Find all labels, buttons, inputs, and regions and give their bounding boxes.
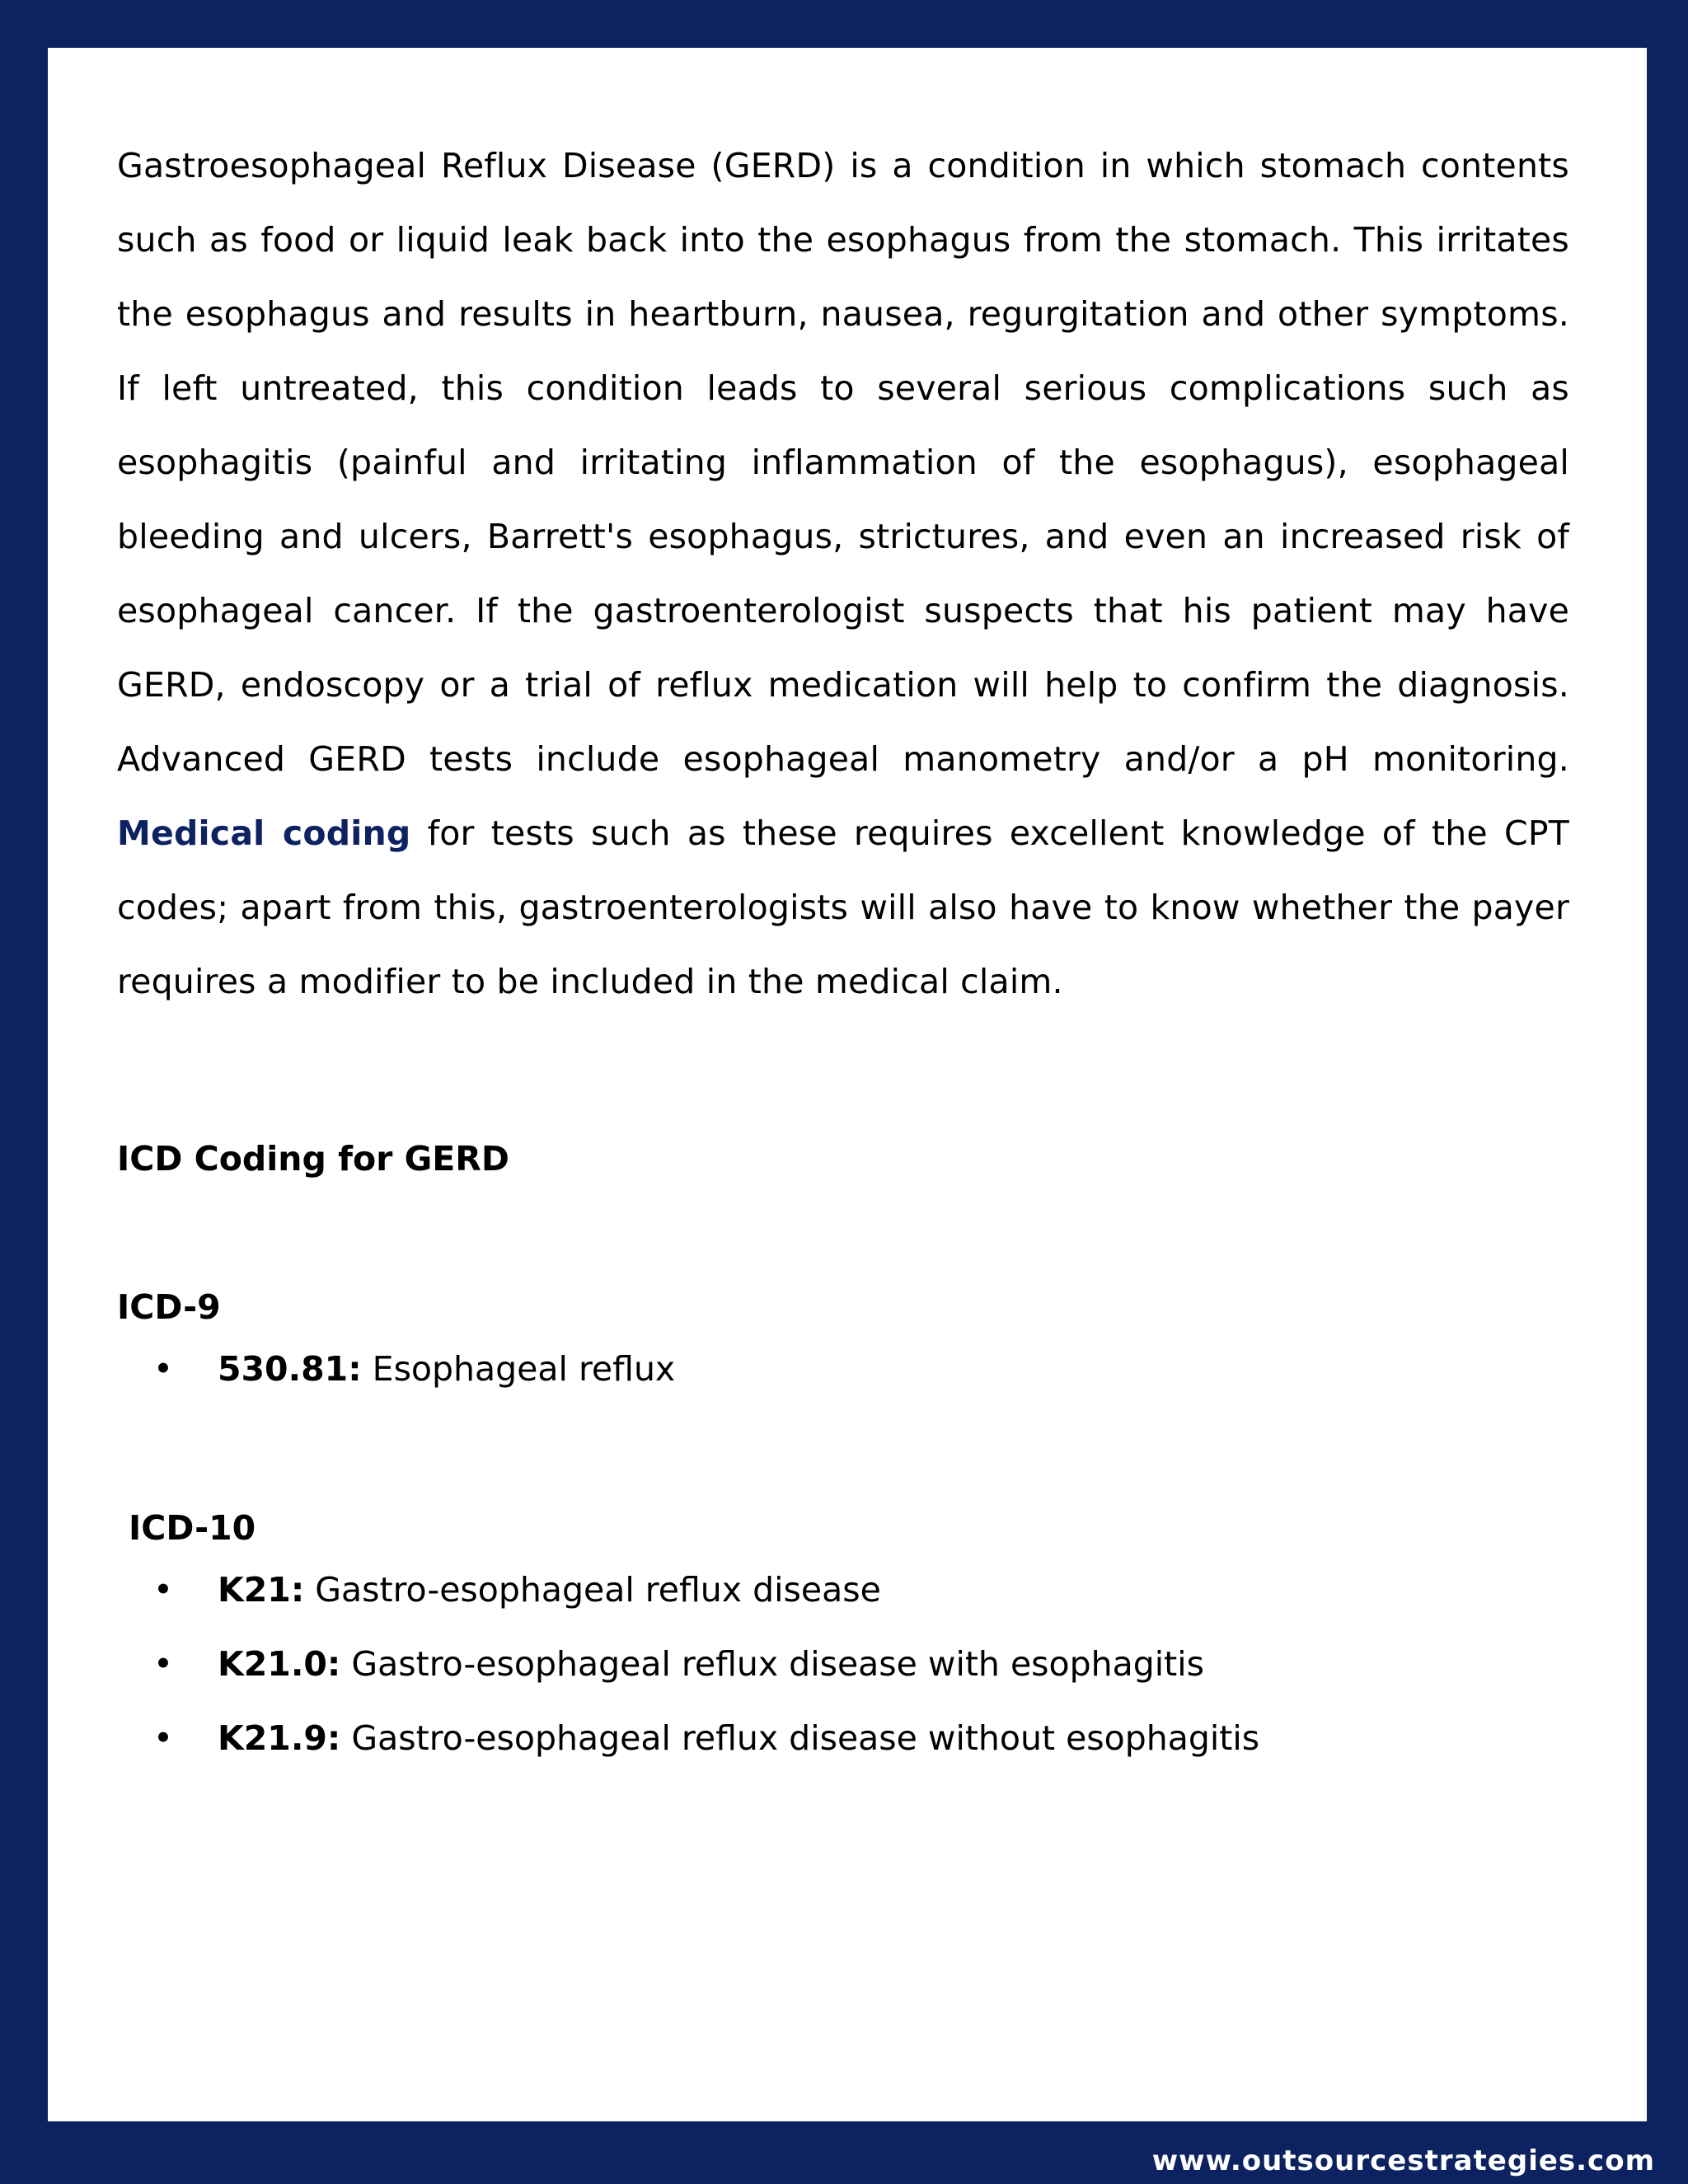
code-description: Gastro-esophageal reflux disease [304,1570,881,1610]
section-heading: ICD Coding for GERD [117,1139,509,1179]
list-item [147,1332,1569,1406]
bullet-icon: • [152,1644,174,1684]
list-item [147,1627,1569,1701]
list-item [147,1553,1569,1627]
bullet-icon: • [152,1349,174,1389]
icd10-heading: ICD-10 [129,1508,256,1548]
code-description: Esophageal reflux [361,1349,676,1389]
document-page [48,48,1647,2121]
list-item [147,1701,1569,1775]
code-description: Gastro-esophageal reflux disease with esophagitis [340,1644,1204,1684]
bullet-icon: • [152,1718,174,1758]
icd10-code-list [117,1553,1569,1775]
intro-paragraph [117,129,1569,1019]
icd9-heading: ICD-9 [117,1287,221,1327]
code-label: K21: [218,1570,305,1610]
code-label: K21.0: [218,1644,341,1684]
page-content [117,129,1569,1775]
code-description: Gastro-esophageal reflux disease without esophagitis [340,1718,1260,1758]
intro-text-before-link: Gastroesophageal Reflux Disease (GERD) is a condition in which stomach contents such as food or liquid leak back into the esophagus from the stomach. This irritates the esophagus and results in heartburn, nausea, regurgitation and other symptoms. If left untreated, this condition leads to several serious complications such as esophagitis (painful and irritating inflammation of the esophagus), esophageal bleeding and ulcers, Barrett's esophagus, strictures, and even an increased risk of esophageal cancer. If the gastroenterologist suspects that his patient may have GERD, endoscopy or a trial of reflux medication will help to confirm the diagnosis. Advanced GERD tests include esophageal manometry and/or a pH monitoring. [117,146,1569,779]
medical-coding-link[interactable]: Medical coding [117,813,411,853]
footer-website-url[interactable]: www.outsourcestrategies.com [1151,2144,1655,2177]
code-label: 530.81: [218,1349,362,1389]
icd9-code-list [117,1332,1569,1406]
code-label: K21.9: [218,1718,341,1758]
bullet-icon: • [152,1570,174,1610]
intro-text-after-link: for tests such as these requires excellent knowledge of the CPT codes; apart from this, gastroenterologists will also have to know whether the payer requires a modifier to be included in the medical claim. [117,813,1569,1001]
